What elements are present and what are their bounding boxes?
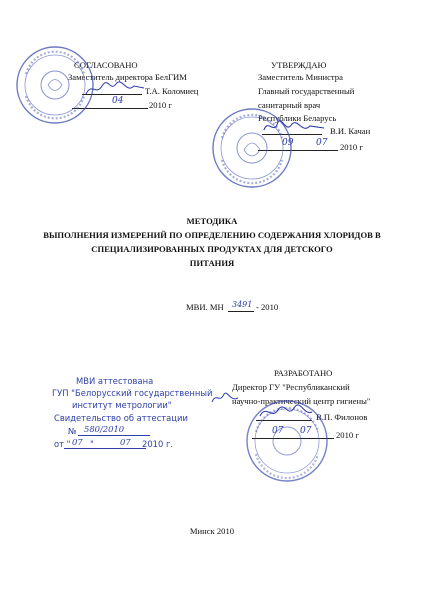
developer-hand-day: 07 xyxy=(272,426,284,436)
mvi-prefix: МВИ. МН xyxy=(186,302,224,312)
right-year: 2010 г xyxy=(340,142,363,152)
title-line1: МЕТОДИКА xyxy=(186,216,238,226)
stamp-line3: институт метрологии" xyxy=(72,400,172,410)
left-hand-month: 04 xyxy=(112,96,124,106)
mvi-number: 3491 xyxy=(232,300,253,309)
stamp-line5-value: 580/2010 xyxy=(84,424,125,434)
developer-hand-month: 07 xyxy=(300,426,312,436)
title-line2: ВЫПОЛНЕНИЯ ИЗМЕРЕНИЙ ПО ОПРЕДЕЛЕНИЮ СОДЕРЖАНИЯ ХЛОРИДОВ В xyxy=(43,230,381,240)
left-header-approved: СОГЛАСОВАНО xyxy=(74,60,138,70)
stamp-line4: Свидетельство об аттестации xyxy=(54,413,188,423)
right-line4: Республики Беларусь xyxy=(258,113,337,123)
developer-name: В.П. Филонов xyxy=(316,412,368,422)
stamp-line6-underline xyxy=(64,448,146,449)
mvi-suffix: - 2010 xyxy=(256,302,279,312)
developer-line1: Директор ГУ "Республиканский xyxy=(232,382,350,392)
title-line3: СПЕЦИАЛИЗИРОВАННЫХ ПРОДУКТАХ ДЛЯ ДЕТСКОГО xyxy=(91,244,333,254)
left-name: Т.А. Коломиец xyxy=(145,86,199,96)
right-hand-day: 09 xyxy=(282,138,294,148)
right-line3: санитарный врач xyxy=(258,100,321,110)
mvi-number-line xyxy=(228,311,254,312)
left-year: 2010 г xyxy=(149,100,172,110)
stamp-line6-year: 2010 г. xyxy=(142,439,174,449)
right-header-approve: УТВЕРЖДАЮ xyxy=(271,60,327,70)
title-line4: ПИТАНИЯ xyxy=(189,258,235,268)
stamp-line6-month: 07 xyxy=(120,437,131,447)
stamp-line1: МВИ аттестована xyxy=(76,376,154,386)
developer-line2: научно-практический центр гигиены" xyxy=(232,396,371,406)
stamp-line6-day: 07 xyxy=(72,437,83,447)
right-hand-month: 07 xyxy=(316,138,328,148)
stamp-line6-prefix: от " xyxy=(54,439,71,449)
left-signature-icon xyxy=(84,78,146,100)
left-position: Заместитель директора БелГИМ xyxy=(68,72,187,82)
right-line2: Главный государственный xyxy=(258,86,355,96)
stamp-line5-underline xyxy=(78,435,150,436)
stamp-line6-mid: " xyxy=(90,439,94,449)
stamp-line5-prefix: № xyxy=(68,426,77,436)
stamp-line2: ГУП "Белорусский государственный xyxy=(52,388,213,398)
footer-city-year: Минск 2010 xyxy=(189,526,235,536)
developer-year: 2010 г xyxy=(336,430,359,440)
developer-signature-icon xyxy=(258,402,314,422)
right-signature-icon xyxy=(262,116,326,138)
developer-initials-signature-icon xyxy=(210,388,240,408)
right-line1: Заместитель Министра xyxy=(258,72,343,82)
right-name: В.И. Качан xyxy=(330,126,371,136)
developer-header: РАЗРАБОТАНО xyxy=(274,368,333,378)
